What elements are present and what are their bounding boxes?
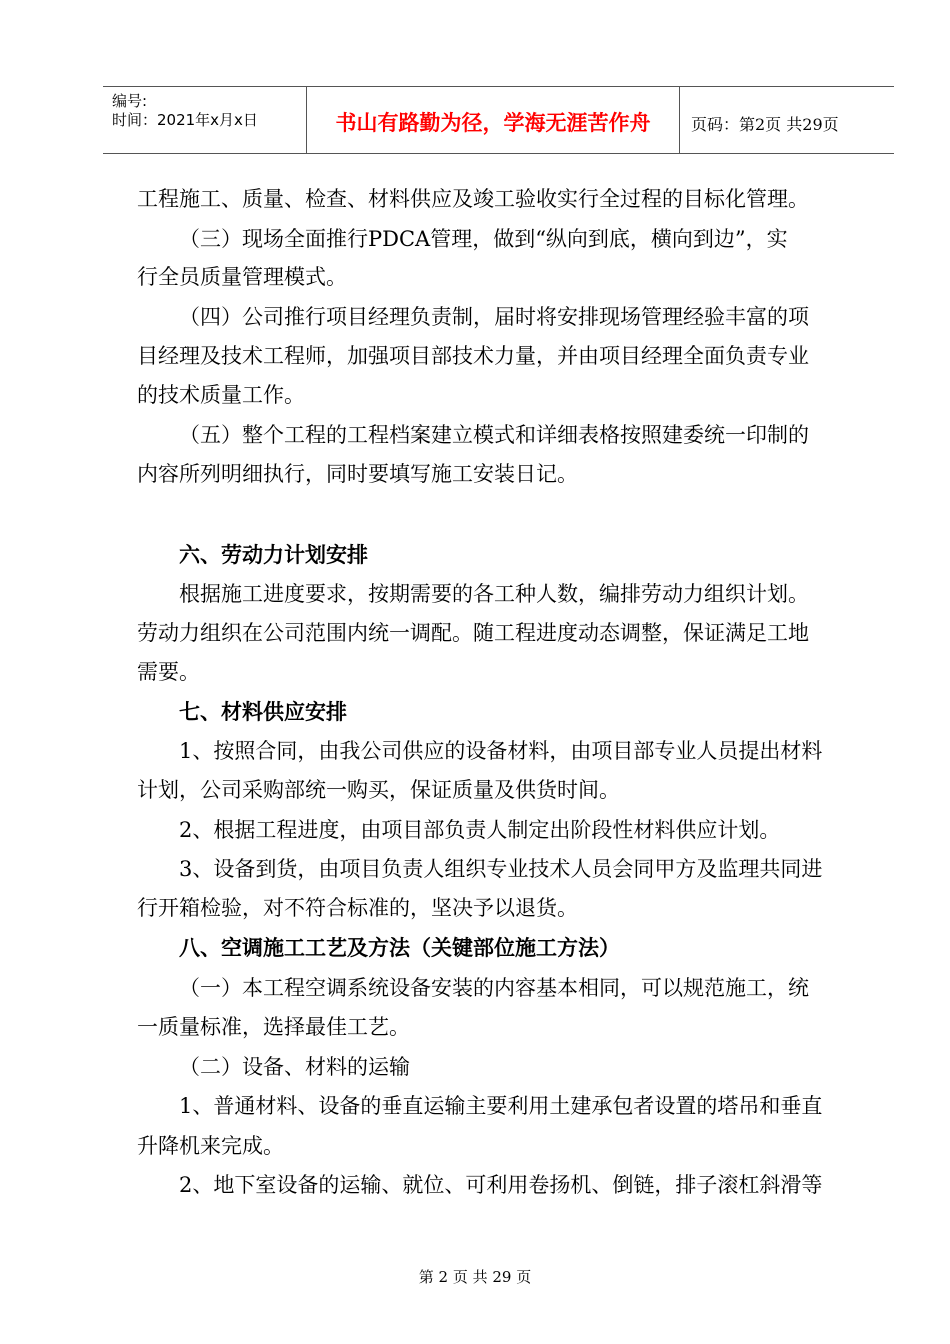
paragraph-line: （一）本工程空调系统设备安装的内容基本相同，可以规范施工，统 <box>179 976 809 1000</box>
paragraph-line: （二）设备、材料的运输 <box>179 1055 410 1079</box>
paragraph-line: 行开箱检验，对不符合标准的，坚决予以退货。 <box>137 896 578 920</box>
section-heading: 六、劳动力计划安排 <box>179 543 368 567</box>
paragraph-line: 的技术质量工作。 <box>137 383 305 407</box>
page-footer: 第 2 页 共 29 页 <box>418 1268 532 1286</box>
paragraph-line: （五）整个工程的工程档案建立模式和详细表格按照建委统一印制的 <box>179 423 809 447</box>
header-meta-cell <box>103 87 307 153</box>
paragraph-line: 3、设备到货，由项目负责人组织专业技术人员会同甲方及监理共同进 <box>179 857 823 881</box>
paragraph-line: 行全员质量管理模式。 <box>137 265 347 289</box>
document-date: 时间：2021年x月x日 <box>112 111 258 129</box>
paragraph-line: 1、按照合同，由我公司供应的设备材料，由项目部专业人员提出材料 <box>179 739 823 763</box>
paragraph-line: 升降机来完成。 <box>137 1134 284 1158</box>
header-motto-cell <box>307 87 680 153</box>
paragraph-line: 一质量标准，选择最佳工艺。 <box>137 1015 410 1039</box>
paragraph-line: 目经理及技术工程师，加强项目部技术力量，并由项目经理全面负责专业 <box>137 344 809 368</box>
document-number-label: 编号: <box>112 92 148 110</box>
paragraph-line: 需要。 <box>137 660 200 684</box>
paragraph-line: 工程施工、质量、检查、材料供应及竣工验收实行全过程的目标化管理。 <box>137 187 809 211</box>
header-page-cell <box>680 87 894 153</box>
header-page-info: 页码：第2页 共29页 <box>691 115 839 134</box>
section-heading: 八、空调施工工艺及方法（关键部位施工方法） <box>179 936 620 960</box>
paragraph-line: （四）公司推行项目经理负责制，届时将安排现场管理经验丰富的项 <box>179 305 809 329</box>
paragraph-line: （三）现场全面推行PDCA管理，做到“纵向到底，横向到边”，实 <box>179 227 788 251</box>
paragraph-line: 内容所列明细执行，同时要填写施工安装日记。 <box>137 462 578 486</box>
paragraph-line: 根据施工进度要求，按期需要的各工种人数，编排劳动力组织计划。 <box>179 582 809 606</box>
paragraph-line: 2、根据工程进度，由项目部负责人制定出阶段性材料供应计划。 <box>179 818 781 842</box>
paragraph-line: 2、地下室设备的运输、就位、可利用卷扬机、倒链，排子滚杠斜滑等 <box>179 1173 823 1197</box>
paragraph-line: 计划，公司采购部统一购买，保证质量及供货时间。 <box>137 778 620 802</box>
paragraph-line: 1、普通材料、设备的垂直运输主要利用土建承包者设置的塔吊和垂直 <box>179 1094 823 1118</box>
paragraph-line: 劳动力组织在公司范围内统一调配。随工程进度动态调整，保证满足工地 <box>137 621 809 645</box>
header-motto: 书山有路勤为径，学海无涯苦作舟 <box>335 110 651 135</box>
section-heading: 七、材料供应安排 <box>179 700 347 724</box>
page-header <box>103 86 894 154</box>
